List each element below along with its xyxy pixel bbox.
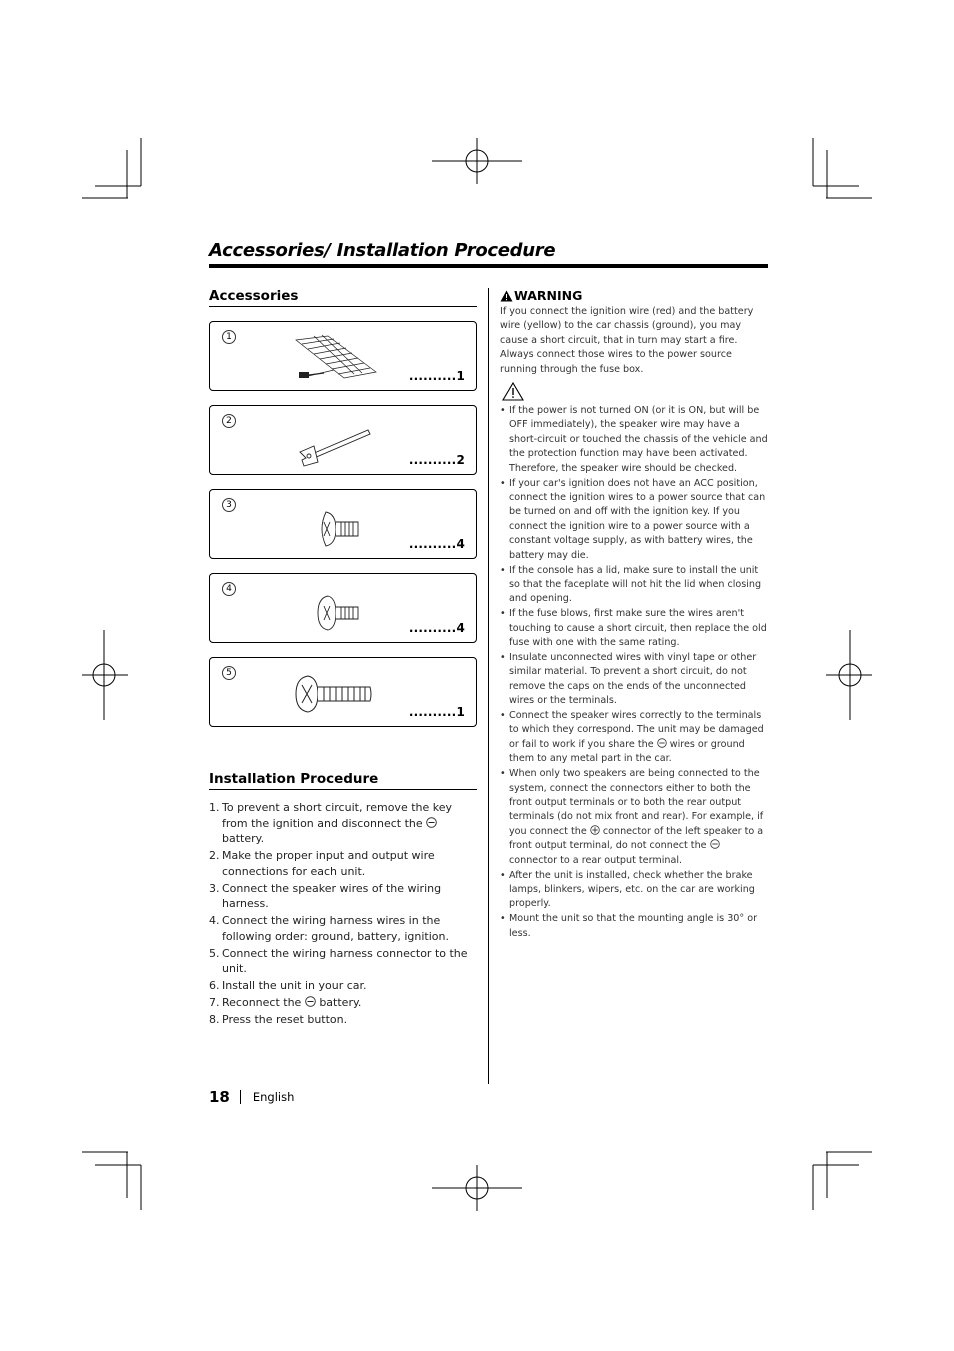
- caution-list: [500, 404, 768, 941]
- footer-separator: [240, 1090, 241, 1104]
- caution-triangle-icon: [502, 382, 524, 401]
- wiring-harness-icon: [294, 334, 378, 384]
- title-rule: [209, 264, 768, 268]
- accessory-item: [209, 405, 477, 475]
- list-item: 3. Connect the speaker wires of the wiring harness.: [209, 881, 442, 910]
- accessory-number: 5: [222, 666, 236, 680]
- accessory-quantity: ..........4: [408, 621, 465, 635]
- list-item: 4. Connect the wiring harness wires in the following order: ground, battery, ignition.: [209, 914, 449, 943]
- list-item: 8. Press the reset button.: [209, 1013, 348, 1026]
- list-item: • Connect the speaker wires correctly to the terminals to which they correspond. The unit may be damaged or fail to work if you share the wires or ground them to any metal part in the car.: [500, 709, 768, 767]
- list-item: 7. Reconnect the battery.: [209, 996, 362, 1009]
- list-item: • If your car's ignition does not have an ACC position, connect the ignition wires to a power source that can be turned on and off with the ignition key. If you connect the ignition wire to a power source with a constant voltage supply, as with battery wires, the battery may die.: [500, 477, 768, 563]
- accessory-number: 1: [222, 330, 236, 344]
- accessory-quantity: ..........2: [408, 453, 465, 467]
- removal-tool-icon: [298, 426, 372, 468]
- column-divider: [488, 288, 489, 1084]
- installation-section: [209, 771, 477, 1029]
- list-item: • If the console has a lid, make sure to install the unit so that the faceplate will not hit the lid when closing and opening.: [500, 564, 768, 607]
- warning-heading: WARNING: [500, 288, 768, 303]
- accessory-item: [209, 489, 477, 559]
- accessory-item: [209, 321, 477, 391]
- minus-terminal-icon: [657, 738, 667, 748]
- list-item: • When only two speakers are being connected to the system, connect the connectors either to both the front output terminals or to both the rear output terminals (do not mix front and rear). For example, if you connect the connector of the left speaker to a front output terminal, do not connect the connector to a rear output terminal.: [500, 767, 768, 868]
- list-item: 6. Install the unit in your car.: [209, 979, 367, 992]
- page-number: 18: [209, 1088, 230, 1106]
- plus-terminal-icon: [590, 825, 600, 835]
- list-item: • If the fuse blows, first make sure the wires aren't touching to cause a short circuit, then replace the old fuse with one with the same rating.: [500, 607, 768, 650]
- accessory-list: [209, 321, 477, 727]
- language-label: English: [252, 1090, 295, 1104]
- accessory-quantity: ..........1: [408, 705, 465, 719]
- list-item: 5. Connect the wiring harness connector to the unit.: [209, 946, 468, 975]
- accessory-item: [209, 657, 477, 727]
- warning-section: [500, 288, 768, 942]
- page-title: Accessories/ Installation Procedure: [209, 240, 556, 261]
- warning-triangle-icon: [500, 290, 513, 302]
- accessory-item: [209, 573, 477, 643]
- list-item: 1. To prevent a short circuit, remove the key from the ignition and disconnect the battery.: [209, 801, 453, 845]
- accessory-number: 4: [222, 582, 236, 596]
- list-item: 2. Make the proper input and output wire connections for each unit.: [209, 849, 435, 878]
- minus-terminal-icon: [426, 817, 437, 828]
- long-screw-icon: [294, 674, 374, 714]
- accessory-quantity: ..........4: [408, 537, 465, 551]
- accessory-number: 3: [222, 498, 236, 512]
- pan-head-screw-icon: [316, 594, 360, 632]
- page-footer: [209, 1088, 294, 1106]
- warning-text: If you connect the ignition wire (red) and the battery wire (yellow) to the car chassis (ground), you may cause a short circuit, that in turn may start a fire. Always connect those wires to the power source running through the fuse box.: [500, 306, 754, 375]
- accessory-number: 2: [222, 414, 236, 428]
- accessories-section: [209, 288, 477, 741]
- flat-head-screw-icon: [316, 510, 360, 548]
- installation-steps: [209, 800, 477, 1028]
- accessory-quantity: ..........1: [408, 369, 465, 383]
- minus-terminal-icon: [710, 839, 720, 849]
- list-item: • After the unit is installed, check whether the brake lamps, blinkers, wipers, etc. on the car are working properly.: [500, 869, 768, 912]
- list-item: • Mount the unit so that the mounting angle is 30° or less.: [500, 912, 768, 941]
- accessories-heading: Accessories: [209, 288, 477, 307]
- installation-heading: Installation Procedure: [209, 771, 477, 790]
- list-item: • Insulate unconnected wires with vinyl tape or other similar material. To prevent a short circuit, do not remove the caps on the ends of the unconnected wires or the terminals.: [500, 651, 768, 709]
- list-item: • If the power is not turned ON (or it is ON, but will be OFF immediately), the speaker wire may have a short-circuit or touched the chassis of the vehicle and the protection function may have been activated. Therefore, the speaker wire should be checked.: [500, 404, 768, 476]
- minus-terminal-icon: [305, 996, 316, 1007]
